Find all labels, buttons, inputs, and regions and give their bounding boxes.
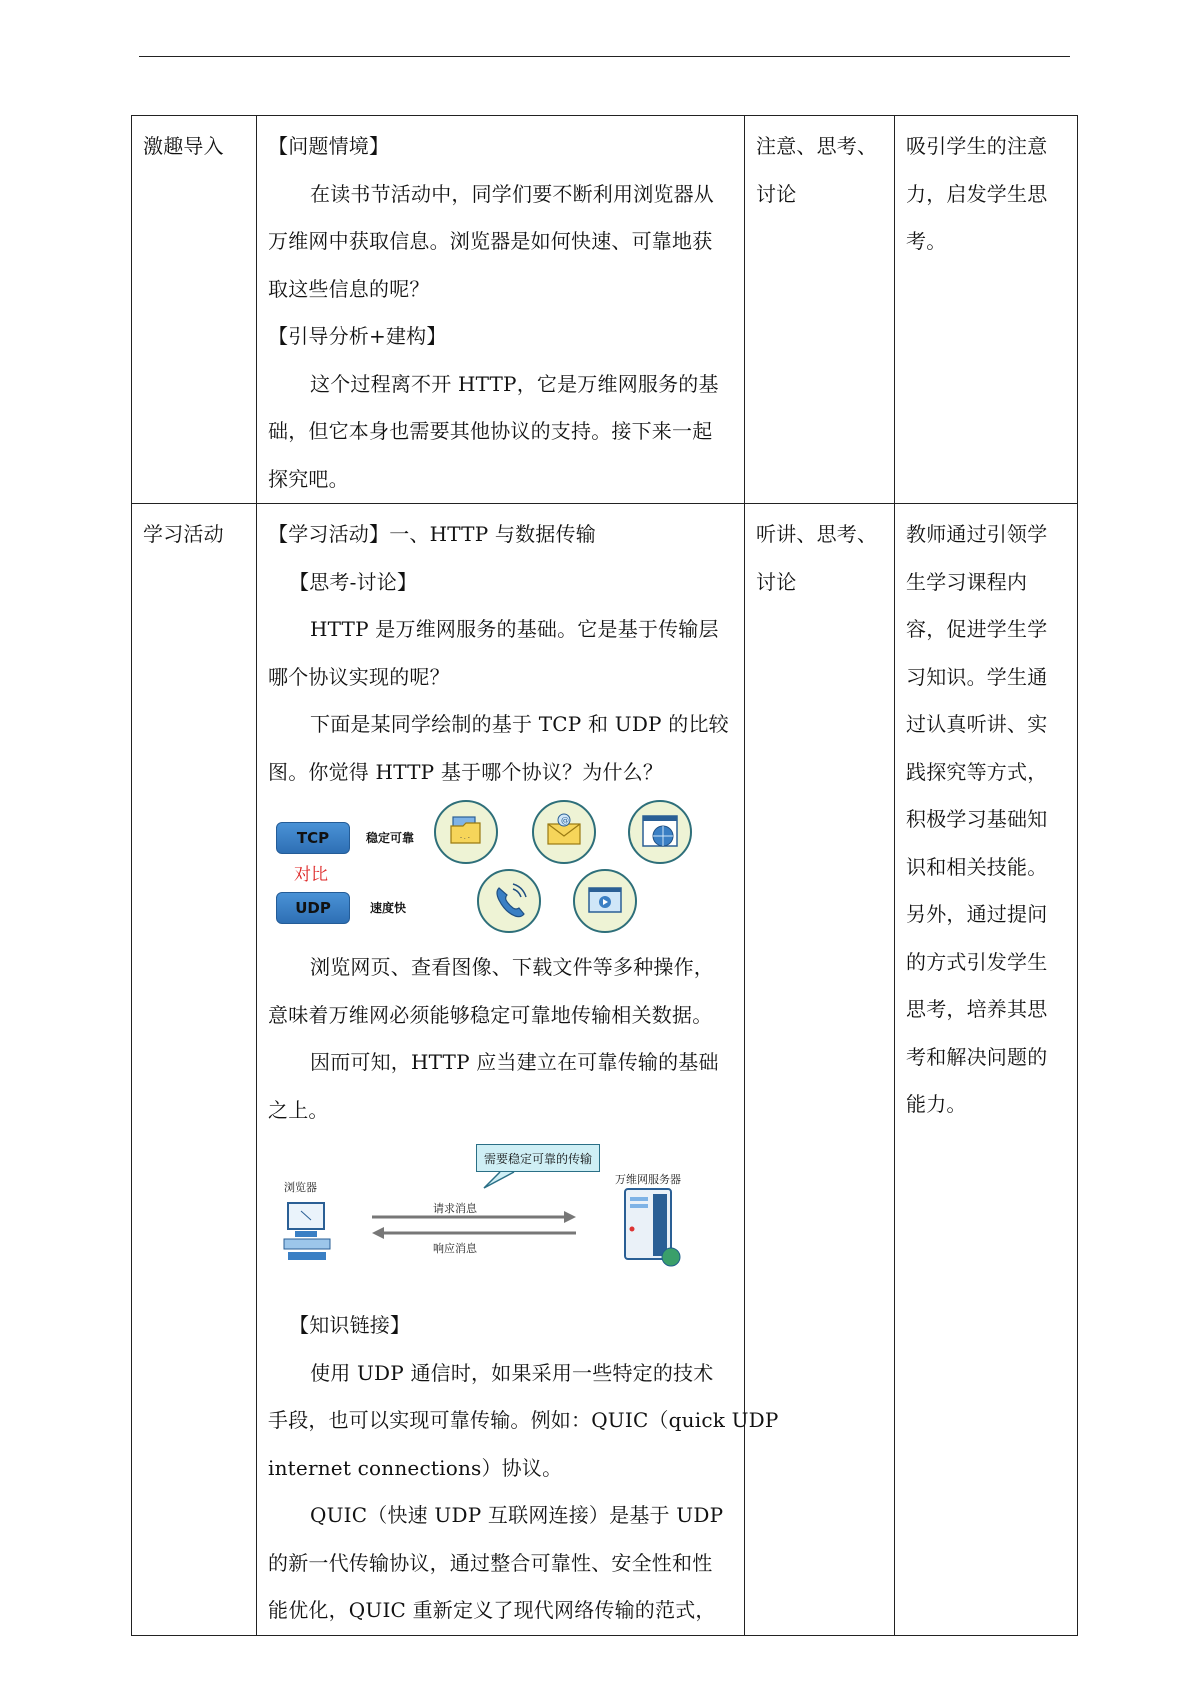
paragraph-line: 哪个协议实现的呢？ (268, 664, 450, 689)
design-intent-line: 吸引学生的注意 (906, 134, 1048, 158)
svg-text:@: @ (561, 816, 569, 825)
file-icon (434, 800, 498, 864)
paragraph-line: 手段，也可以实现可靠传输。例如：QUIC（quick UDP (268, 1408, 779, 1432)
design-intent-line: 习知识。学生通 (906, 664, 1048, 689)
table-row (132, 116, 1078, 504)
request-label: 请求消息 (433, 1202, 477, 1215)
web-page-icon (628, 800, 692, 864)
paragraph-line: 能优化，QUIC 重新定义了现代网络传输的范式， (268, 1598, 716, 1622)
paragraph-line: 的新一代传输协议，通过整合可靠性、安全性和性 (268, 1550, 713, 1575)
paragraph-line: 这个过程离不开 HTTP，它是万维网服务的基 (310, 371, 719, 396)
compare-label: 对比 (294, 865, 328, 885)
paragraph-line: 础，但它本身也需要其他协议的支持。接下来一起 (268, 419, 713, 443)
design-intent-line: 另外，通过提问 (906, 902, 1048, 926)
paragraph-line: 因而可知，HTTP 应当建立在可靠传输的基础 (310, 1050, 719, 1074)
section-heading: 【知识链接】 (289, 1313, 411, 1337)
email-icon (532, 800, 596, 864)
design-intent-line: 力，启发学生思 (906, 181, 1048, 206)
design-intent-line: 的方式引发学生 (906, 949, 1048, 974)
tcp-udp-comparison-figure (268, 796, 734, 944)
content-cell (257, 504, 779, 1636)
student-activity-line: 注意、思考、 (756, 134, 878, 158)
phone-icon (477, 869, 541, 933)
student-activity-cell (745, 504, 895, 1636)
paragraph-line: 取这些信息的呢？ (268, 276, 430, 301)
udp-note: 速度快 (370, 901, 407, 915)
student-activity-cell (745, 116, 895, 504)
stage-cell (132, 116, 257, 504)
design-intent-line: 考。 (906, 229, 947, 253)
design-intent-line: 积极学习基础知 (906, 807, 1048, 831)
paragraph-line: HTTP 是万维网服务的基础。它是基于传输层 (310, 617, 719, 641)
paragraph-line: 之上。 (268, 1097, 329, 1122)
reliable-transfer-bubble: 需要稳定可靠的传输 (476, 1144, 600, 1172)
browser-label: 浏览器 (284, 1181, 317, 1194)
tcp-note: 稳定可靠 (366, 831, 415, 845)
paragraph-line: QUIC（快速 UDP 互联网连接）是基于 UDP (310, 1503, 724, 1527)
lesson-plan-table (131, 115, 1078, 1636)
paragraph-line: 探究吧。 (268, 466, 349, 491)
paragraph-line: 浏览网页、查看图像、下载文件等多种操作， (310, 955, 714, 979)
design-intent-cell (895, 116, 1078, 504)
video-icon (573, 869, 637, 933)
paragraph-line: internet connections）协议。 (268, 1455, 563, 1480)
tcp-label: TCP (276, 822, 350, 854)
http-transfer-figure (268, 1134, 734, 1302)
paragraph-line: 意味着万维网必须能够稳定可靠地传输相关数据。 (268, 1002, 713, 1027)
design-intent-line: 识和相关技能。 (906, 854, 1048, 879)
paragraph-line: 下面是某同学绘制的基于 TCP 和 UDP 的比较 (310, 712, 729, 736)
svg-text:- . -: - . - (460, 834, 470, 841)
stage-label: 学习活动 (143, 522, 224, 546)
transfer-diagram-graphics (268, 1134, 734, 1302)
paragraph-line: 使用 UDP 通信时，如果采用一些特定的技术 (310, 1360, 714, 1385)
section-heading: 【问题情境】 (268, 134, 390, 158)
content-cell (257, 116, 745, 504)
stage-label: 激趣导入 (143, 134, 224, 158)
design-intent-line: 能力。 (906, 1092, 967, 1116)
stage-cell (132, 504, 257, 1636)
udp-label: UDP (276, 892, 350, 924)
student-activity-line: 讨论 (756, 569, 797, 594)
student-activity-line: 讨论 (756, 181, 797, 206)
design-intent-line: 考和解决问题的 (906, 1044, 1048, 1069)
table-row (132, 504, 1078, 1636)
paragraph-line: 在读书节活动中，同学们要不断利用浏览器从 (310, 181, 714, 206)
server-label: 万维网服务器 (615, 1173, 681, 1186)
design-intent-line: 生学习课程内 (906, 569, 1028, 594)
header-rule (139, 56, 1070, 57)
design-intent-line: 过认真听讲、实 (906, 712, 1048, 736)
design-intent-line: 容，促进学生学 (906, 617, 1048, 641)
design-intent-line: 教师通过引领学 (906, 522, 1048, 546)
section-heading: 【学习活动】一、HTTP 与数据传输 (268, 522, 596, 546)
design-intent-cell (895, 504, 1078, 1636)
student-activity-line: 听讲、思考、 (756, 522, 878, 546)
paragraph-line: 万维网中获取信息。浏览器是如何快速、可靠地获 (268, 229, 713, 253)
design-intent-line: 践探究等方式， (906, 759, 1048, 784)
paragraph-line: 图。你觉得 HTTP 基于哪个协议？为什么？ (268, 759, 664, 784)
section-heading: 【思考-讨论】 (289, 569, 418, 594)
response-label: 响应消息 (433, 1242, 477, 1255)
design-intent-line: 思考，培养其思 (906, 997, 1048, 1021)
section-heading: 【引导分析+建构】 (268, 324, 447, 348)
